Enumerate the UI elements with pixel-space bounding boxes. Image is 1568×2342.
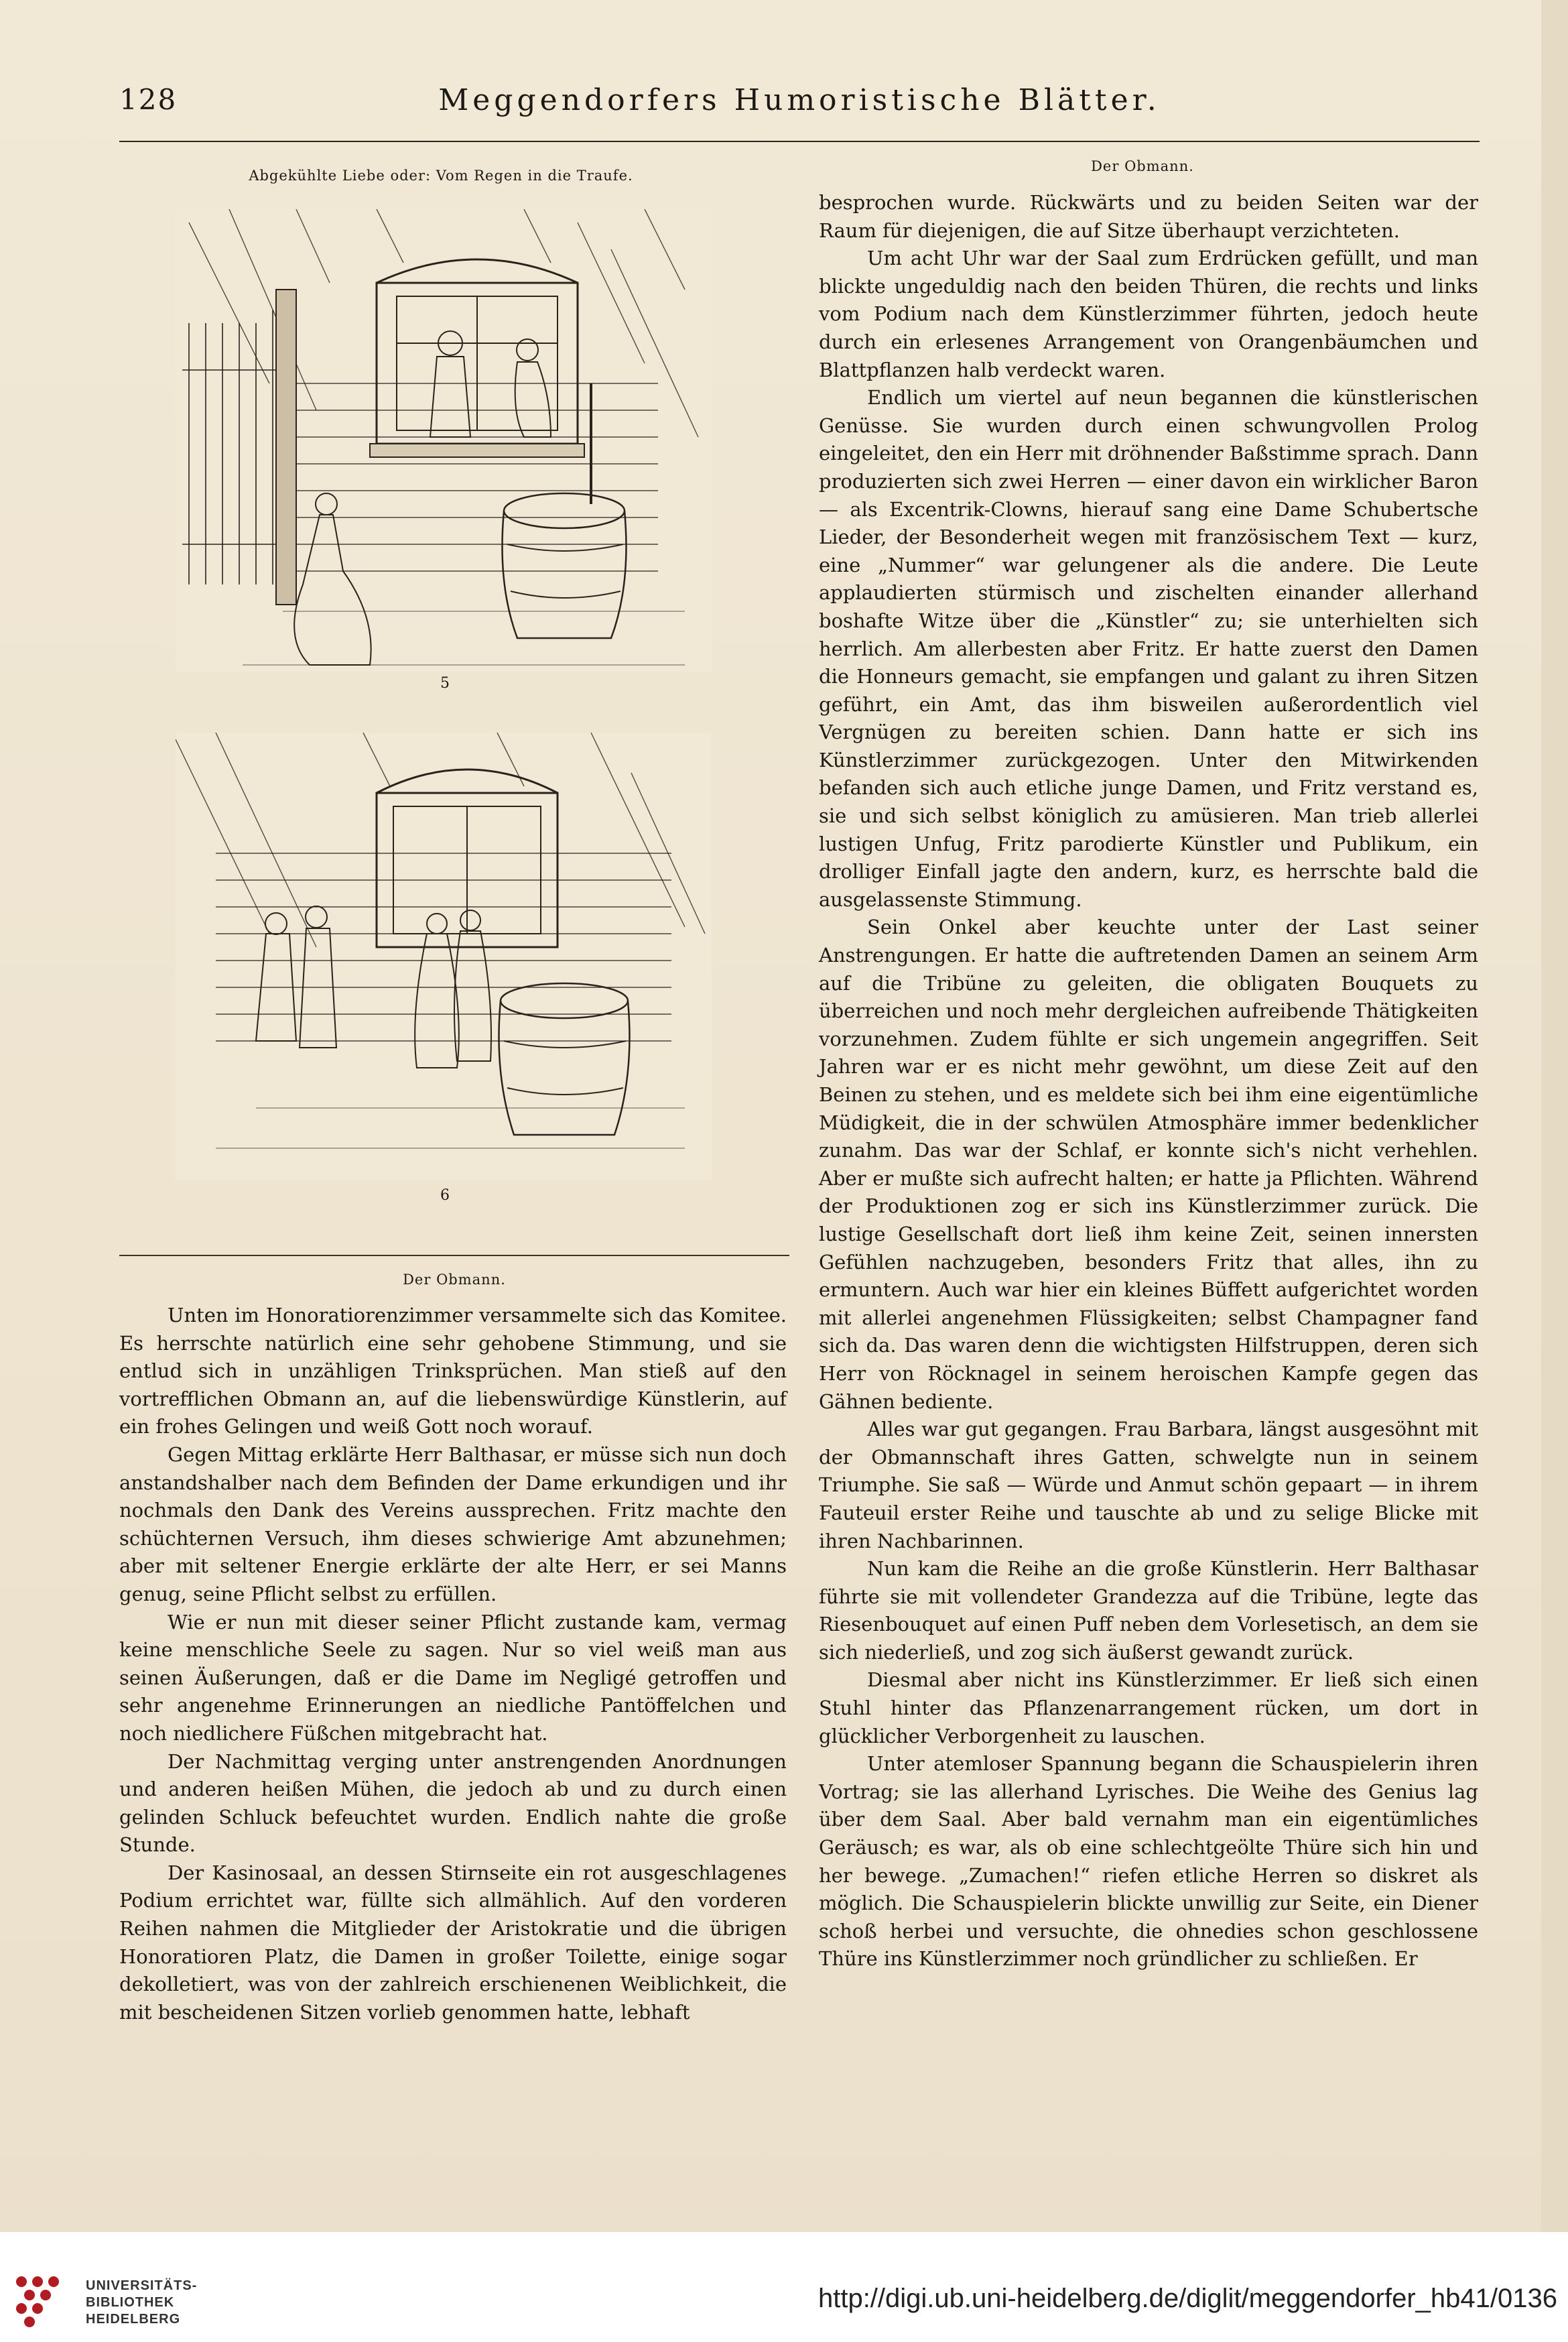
figure-6-number: 6 [440, 1187, 450, 1204]
right-paragraph: Unter atemloser Spannung begann die Schauspielerin ihren Vortrag; sie las allerhand Lyrisches. Die Weihe des Genius lag über dem Saal. Aber bald vernahm man ein eigentümliches Geräusch; es war, als ob eine schlechtgeölte Thüre sich hin und her bewege. „Zumachen!“ riefen etliche Herren so diskret als möglich. Die Schauspielerin blickte unwillig zur Seite, ein Diener schoß herbei und versuchte, die ohnedies schon geschlossene Thüre ins Künstlerzimmer noch gründlicher zu schließen. Er [819, 1752, 1478, 1971]
illustration-6 [176, 733, 712, 1180]
page-header [119, 83, 1480, 130]
institution-line: BIBLIOTHEK [86, 2295, 175, 2310]
page-number: 128 [119, 83, 178, 116]
illustration-5-drawing [176, 209, 712, 672]
figure-5-number: 5 [440, 675, 450, 692]
left-paragraph: Der Nachmittag verging unter anstrengenden Anordnungen und anderen heißen Mühen, die jedoch ab und zu durch einen gelinden Schluck befeuchtet wurden. Endlich nahte die große Stunde. [119, 1749, 787, 1857]
right-paragraph: Alles war gut gegangen. Frau Barbara, längst ausgesöhnt mit der Obmannschaft ihres Gatten, schwelgte nun in seinem Triumphe. Sie saß — Würde und Anmut schön gepaart — in ihrem Fauteuil erster Reihe und tauschte ab und zu selige Blicke mit ihren Nachbarinnen. [819, 1418, 1478, 1552]
right-paragraph: Um acht Uhr war der Saal zum Erdrücken gefüllt, und man blickte ungeduldig nach den beiden Thüren, die rechts und links vom Podium nach dem Künstlerzimmer führten, jedoch heute durch ein erlesenes Arrangement von Orangenbäumchen und Blattpflanzen halb verdeckt waren. [819, 247, 1478, 381]
left-paragraph: Wie er nun mit dieser seiner Pflicht zustande kam, vermag keine menschliche Seele zu sagen. Nur so viel weiß man aus seinen Äußerungen, daß er die Dame im Negligé getroffen und sehr angenehme Erinnerungen an niedliche Pantöffelchen und noch niedlichere Füßchen mitgebracht hat. [119, 1610, 787, 1745]
institution-name [86, 2278, 197, 2328]
left-paragraph: Unten im Honoratiorenzimmer versammelte sich das Komitee. Es herrschte natürlich eine sehr gehobene Stimmung, und sie entlud sich in unzähligen Trinksprüchen. Man stieß auf den vortrefflichen Obmann an, auf die liebenswürdige Künstlerin, auf ein frohes Gelingen und weiß Gott noch worauf. [119, 1304, 787, 1438]
column-separator-left [119, 1255, 789, 1256]
right-story-title: Der Obmann. [1091, 158, 1194, 174]
right-paragraph: Diesmal aber nicht ins Künstlerzimmer. Er ließ sich einen Stuhl hinter das Pflanzenarrangement rücken, um dort in glücklicher Verborgenheit zu lauschen. [819, 1668, 1478, 1747]
illustration-5 [176, 209, 712, 672]
header-rule [119, 141, 1480, 142]
illustration-6-drawing [176, 733, 712, 1180]
institution-line: UNIVERSITÄTS- [86, 2278, 198, 2293]
left-paragraph: Gegen Mittag erklärte Herr Balthasar, er müsse sich nun doch anstandshalber nach dem Befinden der Dame erkundigen und ihr nochmals den Dank des Vereins aussprechen. Fritz machte den schüchternen Versuch, ihm dieses schwierige Amt abzunehmen; aber mit seltener Energie erklärte der alte Herr, er sei Manns genug, seine Pflicht selbst zu erfüllen. [119, 1442, 787, 1605]
right-paragraph: Nun kam die Reihe an die große Künstlerin. Herr Balthasar führte sie mit vollendeter Grandezza auf die Tribüne, legte das Riesenbouquet auf einen Puff neben dem Vorlesetisch, an dem sie sich niederließ, und zog sich äußerst gewandt zurück. [819, 1557, 1478, 1664]
right-paragraph: besprochen wurde. Rückwärts und zu beiden Seiten war der Raum für diejenigen, die auf Sitze überhaupt verzichteten. [819, 191, 1478, 242]
page-edge [1541, 0, 1568, 2239]
left-story-title: Der Obmann. [403, 1272, 506, 1288]
left-paragraph: Der Kasinosaal, an dessen Stirnseite ein rot ausgeschlagenes Podium errichtet war, füllte sich allmählich. Auf den vorderen Reihen nahmen die Mitglieder der Aristokratie und die übrigen Honoratioren Platz, die Damen in großer Toilette, einige sogar dekolletiert, was von der zahlreich erschienenen Weiblichkeit, die mit bescheidenen Sitzen vorlieb genommen hatte, lebhaft [119, 1861, 787, 2024]
left-text-column [119, 1302, 787, 2026]
right-text-column [819, 189, 1478, 1973]
running-title: Meggendorfers Humoristische Blätter. [438, 83, 1161, 117]
source-url-link[interactable]: http://digi.ub.uni-heidelberg.de/diglit/meggendorfer_hb41/0136 [818, 2284, 1557, 2313]
right-paragraph: Sein Onkel aber keuchte unter der Last seiner Anstrengungen. Er hatte die auftretenden Damen an seinem Arm auf die Tribüne zu geleiten, die obligaten Bouquets zu überreichen und noch mehr dergleichen aufreibende Thätigkeiten vorzunehmen. Zudem fühlte er sich ungemein angegriffen. Seit Jahren war er es nicht mehr gewöhnt, um diese Zeit auf den Beinen zu stehen, und es meldete sich bei ihm eine eigentümliche Müdigkeit, die in der schwülen Atmosphäre immer bedenklicher zunahm. Das war der Schlaf, er konnte sich's nicht verhehlen. Aber er mußte sich aufrecht halten; er hatte ja Pflichten. Während der Produktionen zog er sich ins Künstlerzimmer zurück. Die lustige Gesellschaft dort ließ ihm keine Zeit, seinen innersten Gefühlen nachzugeben, besonders Fritz that alles, ihn zu ermuntern. Auch war hier ein kleines Büffett aufgerichtet worden mit allerlei angenehmen Flüssigkeiten; selbst Champagner fand sich da. Das waren denn die wichtigsten Hilfstruppen, deren sich Herr von Röcknagel in seinem heroischen Kampfe gegen das Gähnen bediente. [819, 916, 1478, 1413]
illustration-caption: Abgekühlte Liebe oder: Vom Regen in die Traufe. [249, 168, 633, 184]
right-paragraph: Endlich um viertel auf neun begannen die künstlerischen Genüsse. Sie wurden durch einen schwungvollen Prolog eingeleitet, den ein Herr mit dröhnender Baßstimme sprach. Dann produzierten sich zwei Herren — einer davon ein wirklicher Baron — als Excentrik-Clowns, hierauf sang eine Dame Schubertsche Lieder, der Besonderheit wegen mit französischem Text — kurz, eine „Nummer“ war gelungener als die andere. Die Leute applaudierten stürmisch und zischelten einander allerhand boshafte Witze über die „Künstler“ zu; sie unterhielten sich herrlich. Am allerbesten aber Fritz. Er hatte zuerst den Damen die Honneurs gemacht, sie empfangen und galant zu ihren Sitzen geführt, ein Amt, das ihm bisweilen außerordentlich viel Vergnügen zu bereiten schien. Dann hatte er sich ins Künstlerzimmer zurückgezogen. Unter den Mitwirkenden befanden sich auch etliche junge Damen, und Fritz verstand es, sie und sich selbst königlich zu amüsieren. Man trieb allerlei lustigen Unfug, Fritz parodierte Künstler und Publikum, ein drolliger Einfall jagte den andern, kurz, es herrschte bald die ausgelassenste Stimmung. [819, 386, 1478, 911]
university-seal-icon [12, 2272, 76, 2337]
institution-line: HEIDELBERG [86, 2312, 181, 2327]
